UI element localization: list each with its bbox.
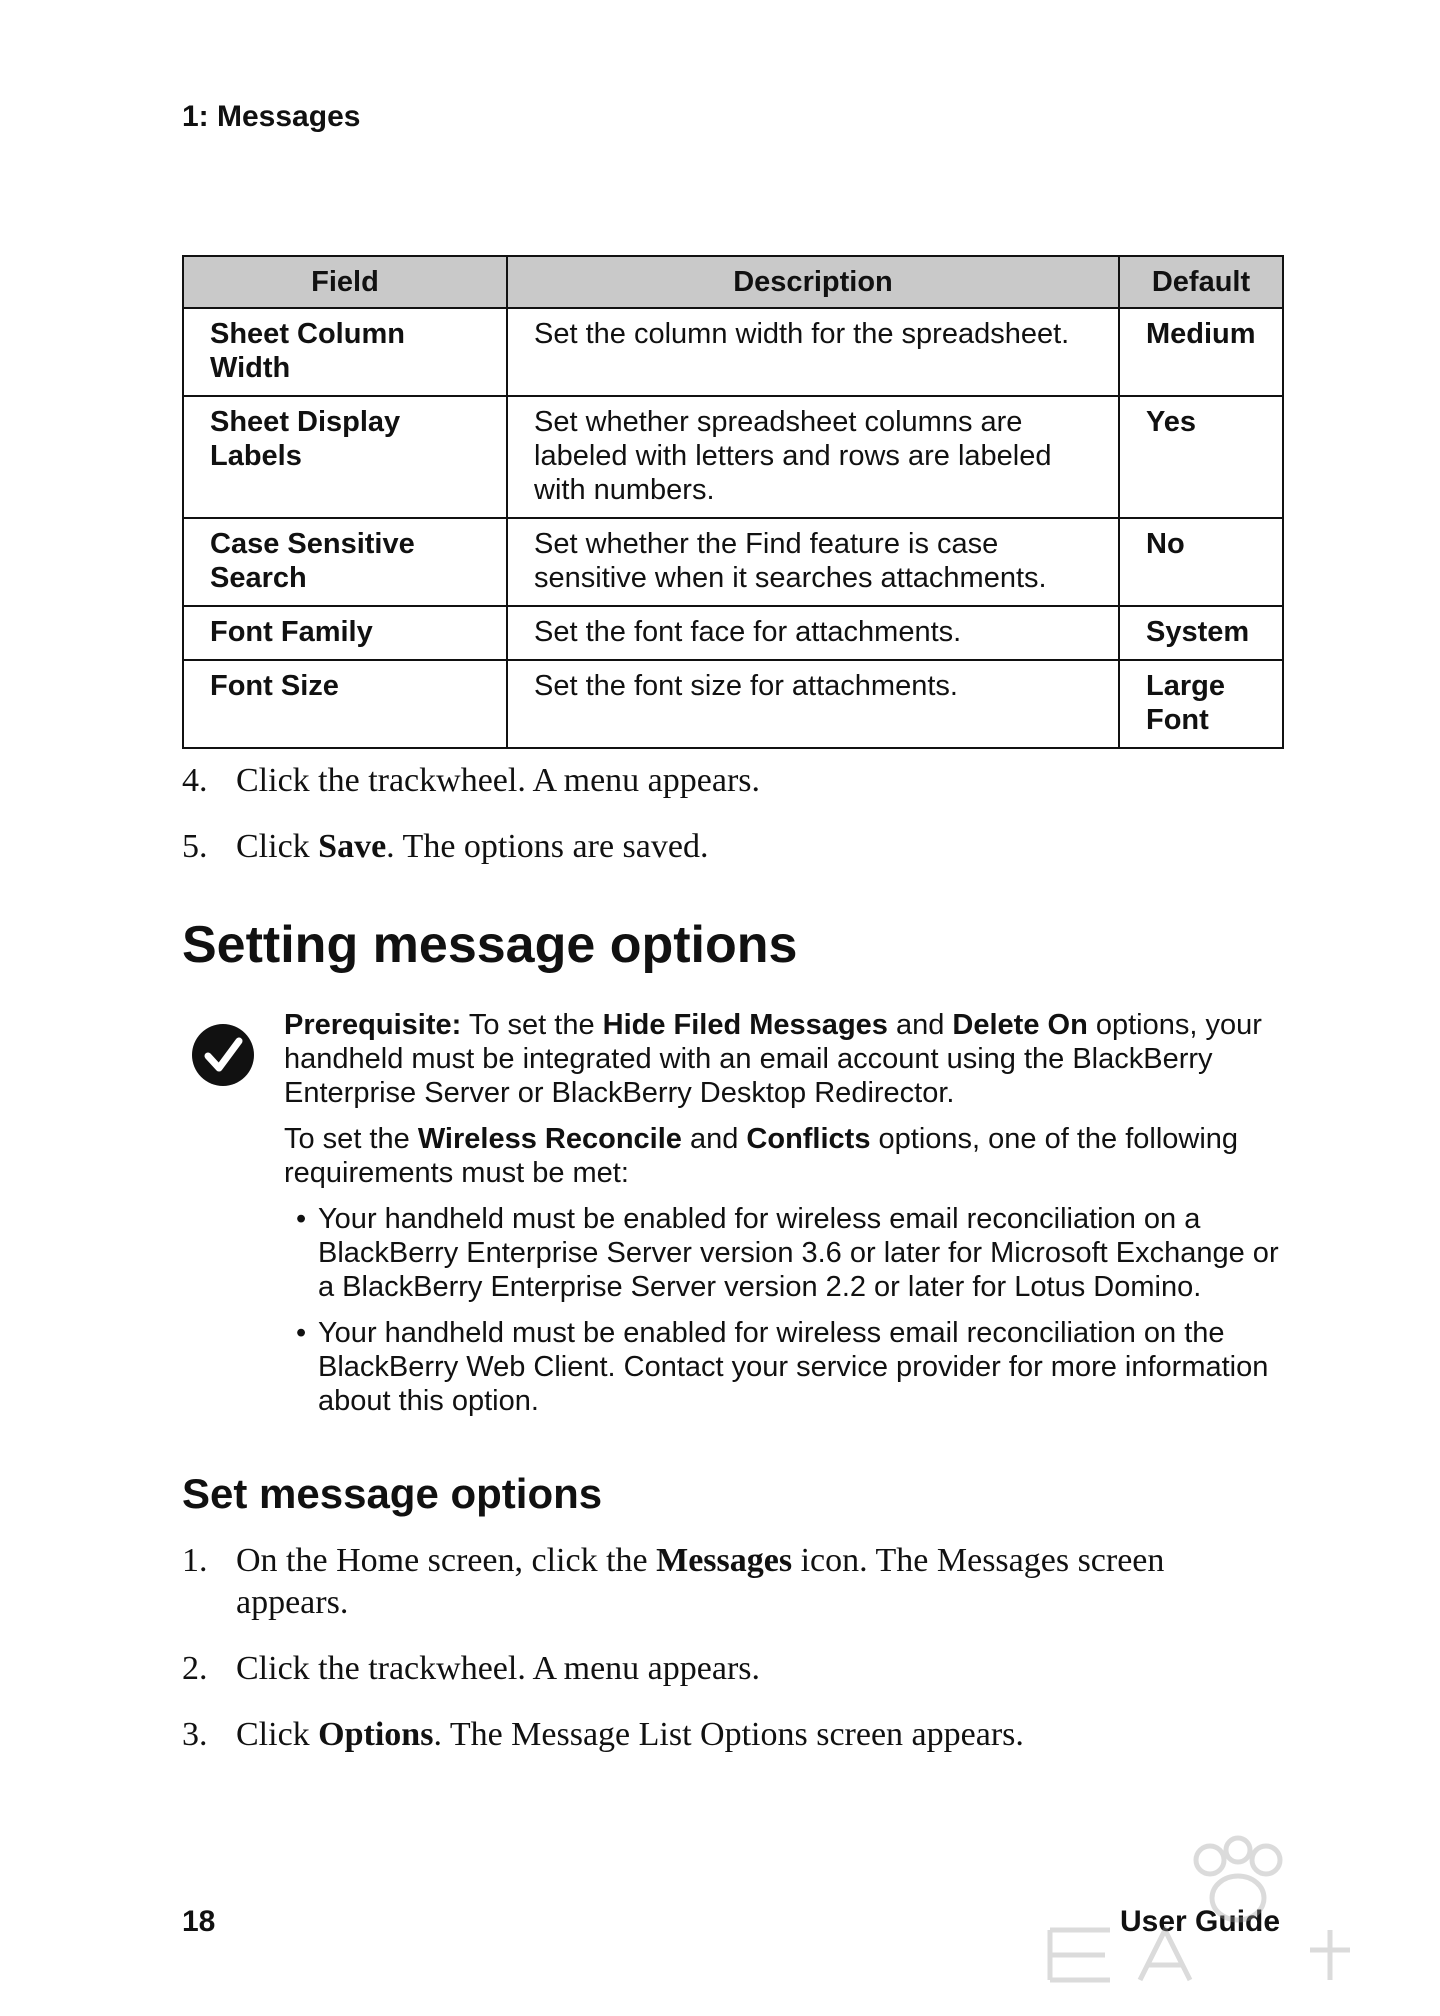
prereq-text: To set the: [461, 1009, 603, 1041]
prereq-term: Hide Filed Messages: [602, 1009, 888, 1041]
table-row: [183, 396, 1283, 518]
field-cell: Font Family: [183, 606, 507, 660]
default-cell: Medium: [1119, 308, 1283, 396]
description-cell: Set whether spreadsheet columns are labeled with letters and rows are labeled with numbers.: [507, 396, 1119, 518]
step-number: 4.: [182, 762, 208, 799]
step-number: 1.: [182, 1542, 208, 1579]
list-item: • Your handheld must be enabled for wireless email reconciliation on a BlackBerry Enterprise Server version 3.6 or later for Microsoft Exchange or a BlackBerry Enterprise Server version 2.2 or later for Lotus Domino.: [296, 1202, 1284, 1304]
step-item: [182, 1540, 1282, 1624]
prereq-term: Delete On: [952, 1009, 1088, 1041]
section-heading: Setting message options: [182, 916, 798, 974]
prereq-text: options, your handheld must be integrated with an email account using the BlackBerry Enterprise Server or BlackBerry Desktop Redirector.: [284, 1009, 1262, 1109]
options-table: [182, 255, 1284, 749]
step-text: Click the trackwheel. A menu appears.: [236, 762, 760, 799]
table-row: [183, 660, 1283, 748]
step-number: 2.: [182, 1650, 208, 1687]
prereq-term: Conflicts: [746, 1123, 871, 1155]
step-bold-term: Messages: [656, 1542, 793, 1579]
column-header-field: Field: [183, 256, 507, 308]
running-head: 1: Messages: [182, 100, 361, 133]
prereq-text: options, one of the following requirements must be met:: [284, 1123, 1239, 1189]
default-cell: Large Font: [1119, 660, 1283, 748]
step-text: On the Home screen, click the: [236, 1542, 657, 1579]
prerequisite-paragraph-2: [284, 1122, 1284, 1190]
subsection-heading: Set message options: [182, 1470, 603, 1517]
list-item: • Your handheld must be enabled for wireless email reconciliation on the BlackBerry Web Client. Contact your service provider for more information about this option.: [296, 1316, 1284, 1418]
step-item: [182, 826, 1182, 868]
step-text: Click: [236, 1716, 319, 1753]
step-bold-term: Save: [318, 828, 387, 865]
description-cell: Set the font size for attachments.: [507, 660, 1119, 748]
steps-list-a: [182, 760, 1182, 892]
default-cell: System: [1119, 606, 1283, 660]
prereq-text: To set the: [284, 1123, 418, 1155]
page-number: 18: [182, 1905, 216, 1938]
column-header-description: Description: [507, 256, 1119, 308]
step-item: [182, 1648, 1282, 1690]
step-text: Click the trackwheel. A menu appears.: [236, 1650, 760, 1687]
prerequisite-note: [284, 1008, 1284, 1430]
description-cell: Set whether the Find feature is case sensitive when it searches attachments.: [507, 518, 1119, 606]
step-text-tail: . The Message List Options screen appears.: [433, 1716, 1024, 1753]
default-cell: Yes: [1119, 396, 1283, 518]
step-text-tail: . The options are saved.: [386, 828, 709, 865]
column-header-default: Default: [1119, 256, 1283, 308]
footer-title: User Guide: [1120, 1905, 1281, 1938]
table-row: [183, 606, 1283, 660]
prerequisite-label: Prerequisite:: [284, 1009, 462, 1041]
step-number: 3.: [182, 1716, 208, 1753]
prereq-text: and: [887, 1009, 953, 1041]
table-row: [183, 308, 1283, 396]
prereq-term: Wireless Reconcile: [417, 1123, 682, 1155]
step-bold-term: Options: [318, 1716, 434, 1753]
step-text: Click: [236, 828, 319, 865]
field-cell: Sheet Column Width: [183, 308, 507, 396]
table-header-row: [183, 256, 1283, 308]
prerequisite-paragraph-1: [284, 1008, 1284, 1110]
description-cell: Set the font face for attachments.: [507, 606, 1119, 660]
default-cell: No: [1119, 518, 1283, 606]
description-cell: Set the column width for the spreadsheet.: [507, 308, 1119, 396]
steps-list-b: [182, 1540, 1282, 1780]
prereq-text: and: [681, 1123, 747, 1155]
table-row: [183, 518, 1283, 606]
field-cell: Sheet Display Labels: [183, 396, 507, 518]
step-number: 5.: [182, 828, 208, 865]
field-cell: Font Size: [183, 660, 507, 748]
field-cell: Case Sensitive Search: [183, 518, 507, 606]
step-text-tail: icon. The Messages screen appears.: [236, 1542, 1165, 1621]
step-item: [182, 760, 1182, 802]
checkmark-icon: [192, 1024, 254, 1086]
step-item: [182, 1714, 1282, 1756]
requirements-list: [284, 1202, 1284, 1418]
watermark-logo: [1030, 1820, 1390, 2000]
